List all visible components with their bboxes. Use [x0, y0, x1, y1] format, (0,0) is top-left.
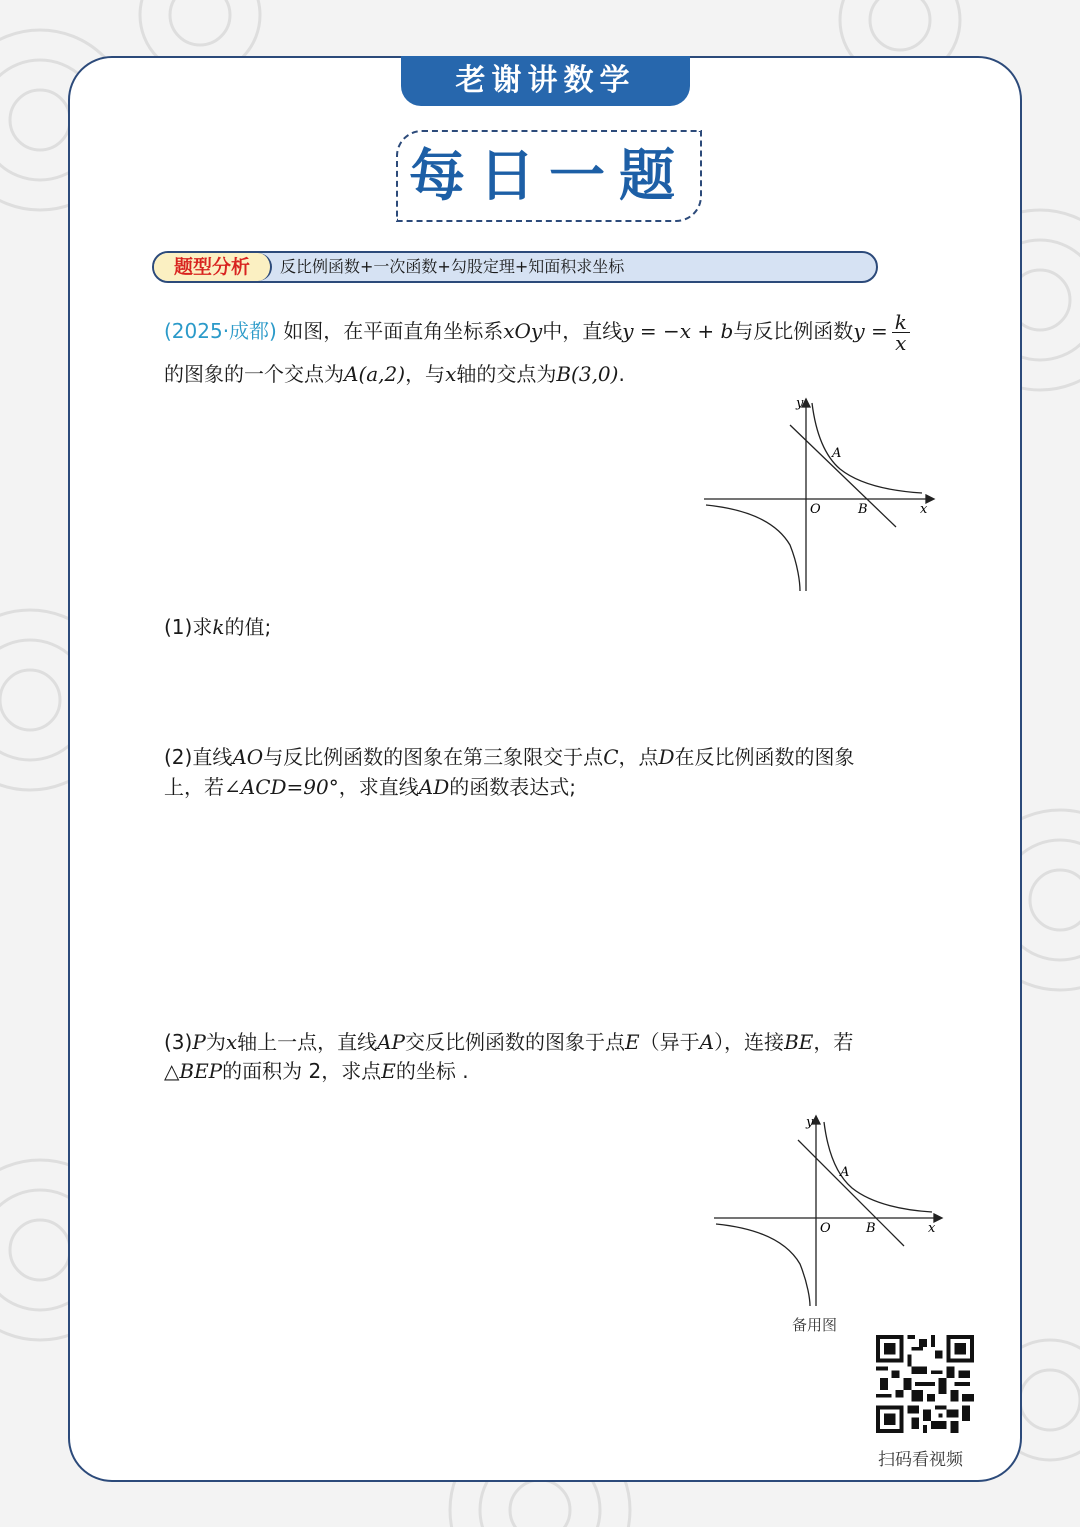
math: AP [377, 1030, 405, 1054]
text: 中，直线 [542, 319, 623, 343]
text: ，与 [405, 362, 446, 386]
origin-label: O [820, 1221, 831, 1236]
hyperbola-branch-2 [716, 1224, 810, 1306]
question-1 [164, 612, 271, 642]
point-label-b: B [858, 502, 868, 517]
axis-label-y: y [796, 396, 804, 411]
axis-label-x: x [928, 1221, 936, 1236]
text: ），连接 [714, 1030, 785, 1054]
graph-2 [710, 1112, 950, 1310]
problem-type-content: 反比例函数+一次函数+勾股定理+知面积求坐标 [280, 257, 625, 276]
hyperbola-branch-2 [706, 505, 800, 591]
text: (3) [164, 1030, 193, 1054]
graph-1 [700, 395, 940, 600]
math: D [658, 745, 675, 769]
point-b-coord: B(3,0) [556, 362, 619, 386]
math: xOy [503, 319, 543, 343]
axis-label-y: y [806, 1115, 814, 1130]
axis-label-x: x [920, 502, 928, 517]
page-title: 每日一题 [409, 143, 689, 209]
text: (2)直线 [164, 745, 233, 769]
origin-label: O [810, 502, 821, 517]
math: C [603, 745, 619, 769]
point-label-a: A [832, 446, 842, 461]
text: ，若 [813, 1030, 854, 1054]
math: x [445, 362, 457, 386]
text: （异于 [639, 1030, 700, 1054]
text: (1)求 [164, 615, 213, 639]
text: 为 [205, 1030, 226, 1054]
text: 的值; [224, 615, 272, 639]
point-label-b: B [866, 1221, 876, 1236]
text: . [618, 362, 625, 386]
math: ∠ACD=90° [224, 775, 339, 799]
hyperbola-branch-1 [812, 403, 922, 493]
math: A [699, 1030, 715, 1054]
math: E [381, 1059, 396, 1083]
fraction-numerator: k [894, 310, 907, 334]
problem-type-tag: 题型分析 [154, 253, 272, 281]
math: k [212, 615, 225, 639]
question-3-line-2 [164, 1056, 469, 1086]
text: 与反比例函数 [733, 319, 854, 343]
text: 的图象的一个交点为 [164, 362, 344, 386]
point-label-a: A [840, 1165, 850, 1180]
function-lhs: y = [853, 319, 888, 343]
question-2-line-2 [164, 772, 576, 802]
text: 的面积为 2，求点 [222, 1059, 382, 1083]
qr-code-label: 扫码看视频 [878, 1450, 963, 1470]
brand-tab: 老谢讲数学 [401, 56, 690, 106]
math: △BEP [164, 1059, 223, 1083]
question-2-line-1 [164, 742, 855, 772]
text: 的坐标 . [395, 1059, 469, 1083]
problem-source: (2025·成都) [164, 319, 277, 343]
text: 轴的交点为 [456, 362, 557, 386]
question-3-line-1 [164, 1027, 853, 1057]
text: 轴上一点，直线 [237, 1030, 378, 1054]
math: P [192, 1030, 206, 1054]
backup-graph-caption: 备用图 [792, 1316, 838, 1334]
fraction [892, 312, 910, 353]
math: x [225, 1030, 238, 1054]
point-a-coord: A(a,2) [344, 362, 406, 386]
text: 如图，在平面直角坐标系 [283, 319, 504, 343]
math: BE [784, 1030, 814, 1054]
text: ，点 [618, 745, 659, 769]
text: 的函数表达式; [449, 775, 576, 799]
line-equation: y = −x + b [622, 319, 734, 343]
math: AD [418, 775, 450, 799]
qr-code-icon[interactable] [876, 1335, 974, 1433]
text: 与反比例函数的图象在第三象限交于点 [263, 745, 604, 769]
text: 交反比例函数的图象于点 [405, 1030, 625, 1054]
text: 上，若 [164, 775, 224, 799]
text: ，求直线 [338, 775, 419, 799]
problem-line-1 [164, 312, 910, 353]
fraction-denominator: x [892, 332, 910, 353]
math: AO [232, 745, 264, 769]
text: 在反比例函数的图象 [674, 745, 855, 769]
math: E [625, 1030, 640, 1054]
problem-line-2 [164, 359, 625, 389]
line-ab [798, 1140, 904, 1246]
